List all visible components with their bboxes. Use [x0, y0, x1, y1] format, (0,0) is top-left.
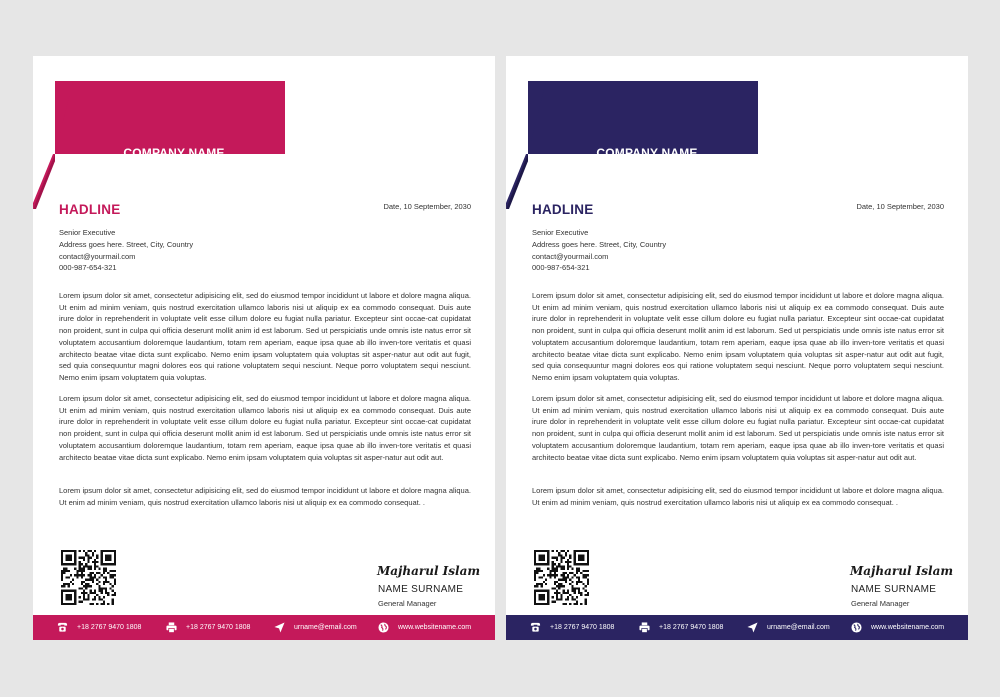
- sender-phone: 000-987-654-321: [59, 263, 117, 273]
- body-paragraph: Lorem ipsum dolor sit amet, consectetur adipisicing elit, sed do eiusmod tempor incididunt ut labore et dolore magna aliqua. Ut enim ad minim veniam, quis nostrud exercitation ullamco laboris nisi ut aliquip ex ea commodo consequat. .: [59, 486, 471, 507]
- company-tagline: Graphic Solutions: [606, 161, 688, 172]
- body-paragraph: Lorem ipsum dolor sit amet, consectetur adipisicing elit, sed do eiusmod tempor incididunt ut labore et dolore magna aliqua. Ut enim ad minim veniam, quis nostrud exercitation ullamco laboris nisi ut aliquip ex ea commodo consequat. Duis aute irure dolor in reprehenderit in voluptate velit esse cillum dolore eu fugiat nulla pariatur. Excepteur sint occae-cat cupidatat non proident, sunt in culpa qui officia deserunt mollit anim id est laborum. Sed ut perspiciatis unde omnis iste natus error sit voluptatem accusantium doloremque laudantium, totam rem aperiam, eaque ipsa quae ab illo inven-tore veritatis et quasi architecto beatae vitae dicta sunt explicabo. Nemo enim ipsam voluptatem quia voluptas sit asper-natur aut odit aut fugit, sed quia consequuntur magni dolores eos qui ratione voluptatem sequi nesciunt. Neque porro voluptatem sequi nesciunt. Nemo enim ipsam voluptatem quia voluptas.: [59, 291, 471, 382]
- company-tagline: Graphic Solutions: [133, 161, 215, 172]
- body-paragraph: Lorem ipsum dolor sit amet, consectetur adipisicing elit, sed do eiusmod tempor incididunt ut labore et dolore magna aliqua. Ut enim ad minim veniam, quis nostrud exercitation ullamco laboris nisi ut aliquip ex ea commodo consequat. Duis aute irure dolor in reprehenderit in voluptate velit esse cillum dolore eu fugiat nulla pariatur. Excepteur sint occae-cat cupidatat non proident, sunt in culpa qui officia deserunt mollit anim id est laborum. Sed ut perspiciatis unde omnis iste natus error sit voluptatem accusantium doloremque laudantium, totam rem aperiam, eaque ipsa quae ab illo inven-tore veritatis et quasi architecto beatae vitae dicta sunt explicabo. Nemo enim ipsam voluptatem quia voluptas sit asper-natur aut odit aut.: [59, 394, 471, 462]
- signer-role: General Manager: [851, 599, 910, 608]
- footer-fax-text: +18 2767 9470 1808: [186, 624, 251, 631]
- footer-phone-text: +18 2767 9470 1808: [77, 624, 142, 631]
- telephone-icon: [530, 622, 541, 633]
- footer-phone-text: +18 2767 9470 1808: [550, 624, 615, 631]
- body-paragraph: Lorem ipsum dolor sit amet, consectetur adipisicing elit, sed do eiusmod tempor incididunt ut labore et dolore magna aliqua. Ut enim ad minim veniam, quis nostrud exercitation ullamco laboris nisi ut aliquip ex ea commodo consequat. Duis aute irure dolor in reprehenderit in voluptate velit esse cillum dolore eu fugiat nulla pariatur. Excepteur sint occae-cat cupidatat non proident, sunt in culpa qui officia deserunt mollit anim id est laborum. Sed ut perspiciatis unde omnis iste natus error sit voluptatem accusantium doloremque laudantium, totam rem aperiam, eaque ipsa quae ab illo inven-tore veritatis et quasi architecto beatae vitae dicta sunt explicabo. Nemo enim ipsam voluptatem quia voluptas sit asper-natur aut odit aut fugit, sed quia consequuntur magni dolores eos qui ratione voluptatem sequi nesciunt. Neque porro voluptatem sequi nesciunt. Nemo enim ipsam voluptatem quia voluptas.: [532, 291, 944, 382]
- sender-title: Senior Executive: [59, 228, 116, 237]
- footer-email-text[interactable]: urname@email.com: [767, 624, 830, 631]
- footer-phone: [530, 615, 614, 640]
- sender-block: [532, 227, 666, 274]
- paper-plane-icon: [747, 622, 758, 633]
- hexagon-logo-icon: [506, 81, 528, 103]
- signature: Majharul Islam: [850, 564, 954, 578]
- footer-website: [378, 615, 471, 640]
- globe-icon: [851, 622, 862, 633]
- company-name: COMPANY NAME: [123, 146, 225, 160]
- footer-email: [747, 615, 830, 640]
- footer-email-text[interactable]: urname@email.com: [294, 624, 357, 631]
- sender-email: contact@yourmail.com: [59, 251, 136, 261]
- letter-date: Date, 10 September, 2030: [856, 202, 944, 211]
- globe-icon: [378, 622, 389, 633]
- footer-website: [851, 615, 944, 640]
- header-banner: [33, 81, 293, 211]
- hexagon-logo-icon: [33, 81, 55, 103]
- header-banner: [506, 81, 766, 211]
- footer-website-text[interactable]: www.websitename.com: [871, 624, 945, 631]
- footer-bar: [506, 615, 968, 640]
- footer-fax: [166, 615, 250, 640]
- footer-fax: [639, 615, 723, 640]
- letter-date: Date, 10 September, 2030: [383, 202, 471, 211]
- printer-icon: [166, 622, 177, 633]
- headline: HADLINE: [532, 202, 594, 217]
- paper-plane-icon: [274, 622, 285, 633]
- letterhead-magenta: [33, 56, 495, 640]
- sender-phone: 000-987-654-321: [532, 263, 590, 273]
- printer-icon: [639, 622, 650, 633]
- qr-code-icon: [61, 550, 116, 605]
- footer-fax-text: +18 2767 9470 1808: [659, 624, 724, 631]
- footer-bar: [33, 615, 495, 640]
- sender-address: Address goes here. Street, City, Country: [532, 239, 667, 249]
- footer-email: [274, 615, 357, 640]
- body-paragraph: Lorem ipsum dolor sit amet, consectetur adipisicing elit, sed do eiusmod tempor incididunt ut labore et dolore magna aliqua. Ut enim ad minim veniam, quis nostrud exercitation ullamco laboris nisi ut aliquip ex ea commodo consequat. Duis aute irure dolor in reprehenderit in voluptate velit esse cillum dolore eu fugiat nulla pariatur. Excepteur sint occae-cat cupidatat non proident, sunt in culpa qui officia deserunt mollit anim id est laborum. Sed ut perspiciatis unde omnis iste natus error sit voluptatem accusantium doloremque laudantium, totam rem aperiam, eaque ipsa quae ab illo inven-tore veritatis et quasi architecto beatae vitae dicta sunt explicabo. Nemo enim ipsam voluptatem quia voluptas sit asper-natur aut odit aut.: [532, 394, 944, 462]
- signer-name: NAME SURNAME: [378, 584, 464, 595]
- signer-role: General Manager: [378, 599, 437, 608]
- sender-block: [59, 227, 193, 274]
- qr-code-icon: [534, 550, 589, 605]
- footer-phone: [57, 615, 141, 640]
- sender-title: Senior Executive: [532, 228, 589, 237]
- company-name: COMPANY NAME: [596, 146, 698, 160]
- letterhead-navy: [506, 56, 968, 640]
- body-paragraph: Lorem ipsum dolor sit amet, consectetur adipisicing elit, sed do eiusmod tempor incididunt ut labore et dolore magna aliqua. Ut enim ad minim veniam, quis nostrud exercitation ullamco laboris nisi ut aliquip ex ea commodo consequat. .: [532, 486, 944, 507]
- signature: Majharul Islam: [377, 564, 481, 578]
- sender-address: Address goes here. Street, City, Country: [59, 239, 194, 249]
- footer-website-text[interactable]: www.websitename.com: [398, 624, 472, 631]
- sender-email: contact@yourmail.com: [532, 251, 609, 261]
- telephone-icon: [57, 622, 68, 633]
- headline: HADLINE: [59, 202, 121, 217]
- signer-name: NAME SURNAME: [851, 584, 937, 595]
